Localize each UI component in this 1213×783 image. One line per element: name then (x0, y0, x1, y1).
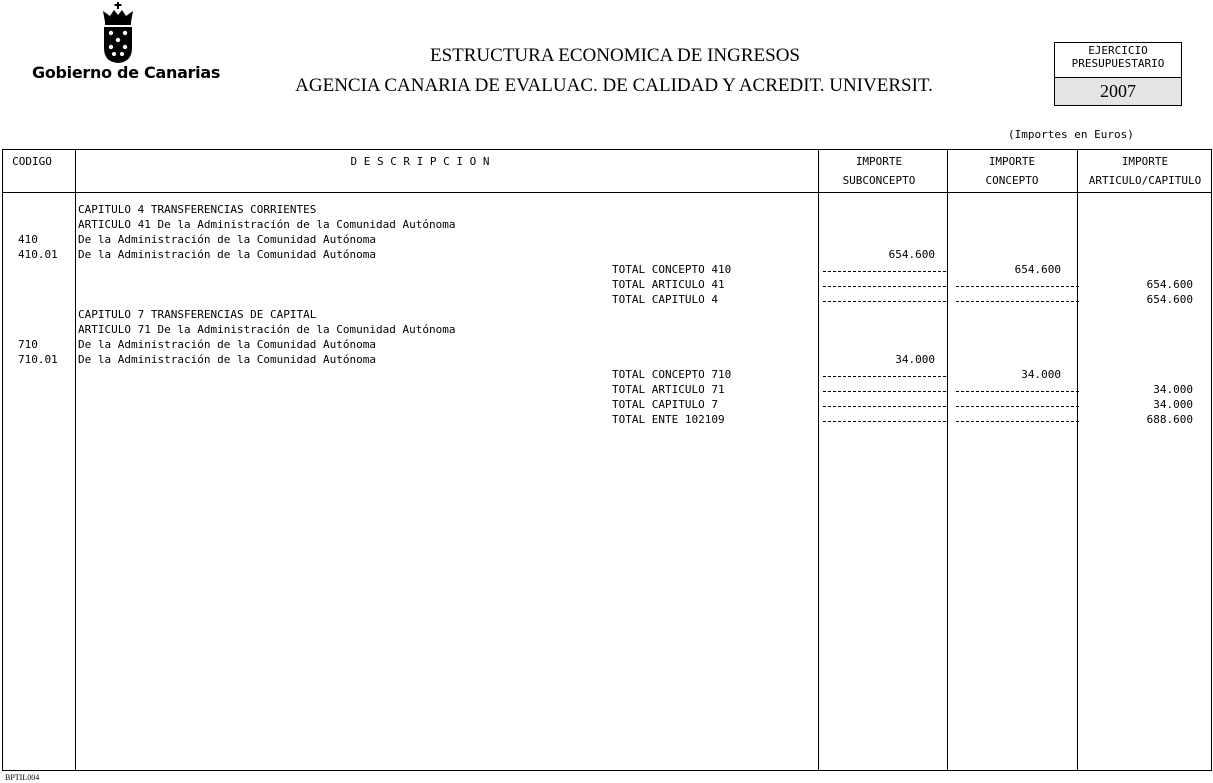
total-label: TOTAL ENTE 102109 (612, 413, 725, 426)
importe-articulo: 654.600 (1146, 278, 1193, 291)
row-code: 410.01 (18, 248, 58, 261)
concepto-dash (956, 421, 1079, 422)
row-code: 410 (18, 233, 38, 246)
total-label: TOTAL CONCEPTO 710 (612, 368, 732, 381)
total-label: TOTAL CAPITULO 4 (612, 293, 718, 306)
concepto-dash (956, 406, 1079, 407)
row-description: ARTICULO 71 De la Administración de la Comunidad Autónoma (78, 323, 456, 336)
row-description: CAPITULO 7 TRANSFERENCIAS DE CAPITAL (78, 308, 317, 321)
row-description: De la Administración de la Comunidad Autónoma (78, 233, 377, 246)
col-importe-subconcepto: IMPORTE SUBCONCEPTO (842, 155, 916, 187)
ejercicio-year: 2007 (1055, 78, 1181, 105)
subconcepto-dash (823, 406, 946, 407)
importe-articulo: 654.600 (1146, 293, 1193, 306)
row-code: 710.01 (18, 353, 58, 366)
total-label: TOTAL CONCEPTO 410 (612, 263, 732, 276)
importe-subconcepto: 34.000 (895, 353, 935, 366)
row-description: De la Administración de la Comunidad Autónoma (78, 353, 377, 366)
logo-text: Gobierno de Canarias (32, 63, 221, 82)
ejercicio-box (1054, 42, 1182, 106)
subconcepto-dash (823, 376, 946, 377)
total-label: TOTAL ARTICULO 71 (612, 383, 725, 396)
ejercicio-label: EJERCICIO PRESUPUESTARIO (1071, 44, 1165, 70)
col-importe-concepto: IMPORTE CONCEPTO (985, 155, 1039, 187)
units-note: (Importes en Euros) (1008, 128, 1134, 141)
subconcepto-dash (823, 421, 946, 422)
col-codigo: CODIGO (12, 155, 52, 168)
row-description: De la Administración de la Comunidad Autónoma (78, 338, 377, 351)
total-label: TOTAL CAPITULO 7 (612, 398, 718, 411)
row-description: CAPITULO 4 TRANSFERENCIAS CORRIENTES (78, 203, 317, 216)
col-descripcion: D E S C R I P C I O N (350, 155, 490, 168)
importe-articulo: 34.000 (1153, 398, 1193, 411)
row-description: De la Administración de la Comunidad Autónoma (78, 248, 377, 261)
page-subtitle: AGENCIA CANARIA DE EVALUAC. DE CALIDAD Y ACREDIT. UNIVERSIT. (295, 75, 933, 96)
importe-concepto: 34.000 (1021, 368, 1061, 381)
concepto-dash (956, 286, 1079, 287)
importe-subconcepto: 654.600 (888, 248, 935, 261)
subconcepto-dash (823, 286, 946, 287)
row-description: ARTICULO 41 De la Administración de la Comunidad Autónoma (78, 218, 456, 231)
concepto-dash (956, 391, 1079, 392)
importe-concepto: 654.600 (1014, 263, 1061, 276)
report-code: BPTIL004 (5, 773, 40, 782)
importe-articulo: 34.000 (1153, 383, 1193, 396)
subconcepto-dash (823, 271, 946, 272)
concepto-dash (956, 301, 1079, 302)
total-label: TOTAL ARTICULO 41 (612, 278, 725, 291)
subconcepto-dash (823, 391, 946, 392)
row-code: 710 (18, 338, 38, 351)
col-importe-articulo: IMPORTE ARTICULO/CAPITULO (1088, 155, 1202, 187)
page-title: ESTRUCTURA ECONOMICA DE INGRESOS (429, 45, 800, 66)
importe-articulo: 688.600 (1146, 413, 1193, 426)
subconcepto-dash (823, 301, 946, 302)
